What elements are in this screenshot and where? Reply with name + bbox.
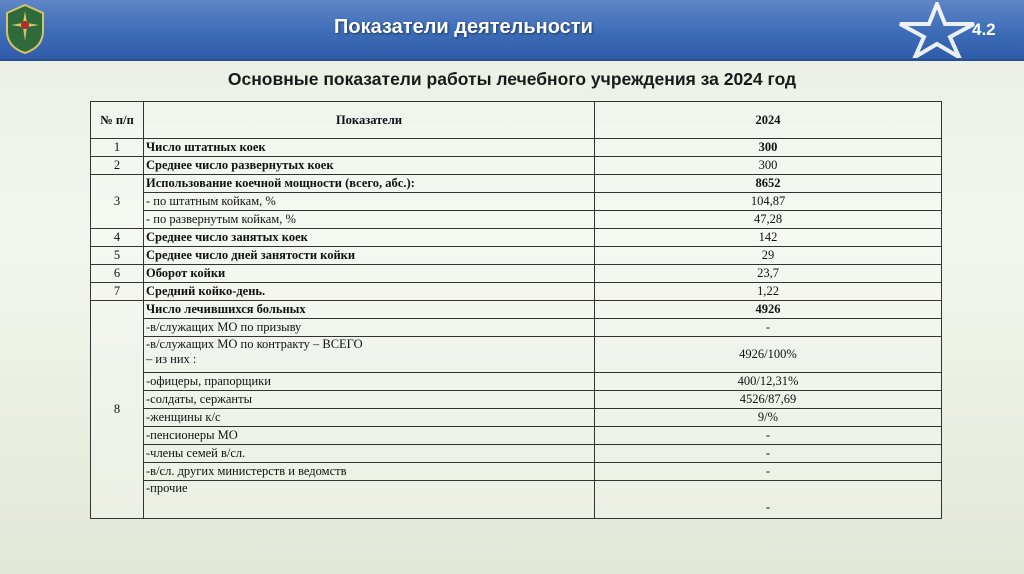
table-row — [91, 409, 942, 427]
row-name: -прочие — [144, 481, 595, 519]
row-value: 4926/100% — [595, 337, 942, 373]
row-name: Использование коечной мощности (всего, абс.): — [144, 175, 595, 193]
row-number: 3 — [91, 175, 144, 229]
table-subtitle: Основные показатели работы лечебного учреждения за 2024 год — [227, 69, 797, 89]
table-row — [91, 265, 942, 283]
header-year: 2024 — [595, 102, 942, 139]
row-number: 4 — [91, 229, 144, 247]
table-row — [91, 373, 942, 391]
row-number: 7 — [91, 283, 144, 301]
row-name: -в/служащих МО по призыву — [144, 319, 595, 337]
row-name: Среднее число развернутых коек — [144, 157, 595, 175]
table-row — [91, 157, 942, 175]
row-name: Оборот койки — [144, 265, 595, 283]
row-value: 300 — [595, 139, 942, 157]
header-bar — [0, 0, 1024, 61]
indicators-table — [90, 101, 942, 519]
row-value: 1,22 — [595, 283, 942, 301]
row-value: 142 — [595, 229, 942, 247]
row-value: - — [595, 427, 942, 445]
row-value: 300 — [595, 157, 942, 175]
row-value: 8652 — [595, 175, 942, 193]
row-name: Число лечившихся больных — [144, 301, 595, 319]
star-logo-icon — [898, 2, 976, 58]
row-number: 1 — [91, 139, 144, 157]
row-name-multiline — [144, 337, 595, 373]
row-value: 104,87 — [595, 193, 942, 211]
slide-number: 4.2 — [972, 20, 996, 39]
row-name: -в/сл. других министерств и ведомств — [144, 463, 595, 481]
table-row — [91, 211, 942, 229]
row-name: -пенсионеры МО — [144, 427, 595, 445]
row-name: Число штатных коек — [144, 139, 595, 157]
table-row — [91, 175, 942, 193]
table-row — [91, 445, 942, 463]
row-name: -офицеры, прапорщики — [144, 373, 595, 391]
table-row — [91, 319, 942, 337]
row-value: 400/12,31% — [595, 373, 942, 391]
table-header-row — [91, 102, 942, 139]
row-name: Средний койко-день. — [144, 283, 595, 301]
row-name: Среднее число занятых коек — [144, 229, 595, 247]
table-row — [91, 391, 942, 409]
table-row — [91, 481, 942, 519]
row-name: -женщины к/с — [144, 409, 595, 427]
table-row — [91, 427, 942, 445]
row-name: Среднее число дней занятости койки — [144, 247, 595, 265]
row-name: -члены семей в/сл. — [144, 445, 595, 463]
row-value: - — [595, 445, 942, 463]
row-number: 6 — [91, 265, 144, 283]
row-name: -в/служащих МО по контракту – ВСЕГО — [146, 337, 363, 351]
row-value: 23,7 — [595, 265, 942, 283]
row-name: - по штатным койкам, % — [144, 193, 595, 211]
military-medical-emblem-icon — [3, 3, 47, 55]
table-row — [91, 229, 942, 247]
row-name-sub: – из них : — [146, 352, 197, 366]
table-row — [91, 337, 942, 373]
row-value: - — [595, 481, 942, 519]
row-name: - по развернутым койкам, % — [144, 211, 595, 229]
table-row — [91, 193, 942, 211]
table-row — [91, 247, 942, 265]
row-value: 29 — [595, 247, 942, 265]
table-row — [91, 139, 942, 157]
table-row — [91, 301, 942, 319]
header-indicator: Показатели — [144, 102, 595, 139]
row-name: -солдаты, сержанты — [144, 391, 595, 409]
row-value: 4526/87,69 — [595, 391, 942, 409]
row-value: - — [595, 319, 942, 337]
row-value: - — [595, 463, 942, 481]
row-value: 47,28 — [595, 211, 942, 229]
row-number: 5 — [91, 247, 144, 265]
row-value: 4926 — [595, 301, 942, 319]
row-number: 2 — [91, 157, 144, 175]
row-number: 8 — [91, 301, 144, 519]
row-value: 9/% — [595, 409, 942, 427]
table-row — [91, 463, 942, 481]
table-row — [91, 283, 942, 301]
page-title: Показатели деятельности — [334, 16, 593, 38]
header-number: № п/п — [91, 102, 144, 139]
